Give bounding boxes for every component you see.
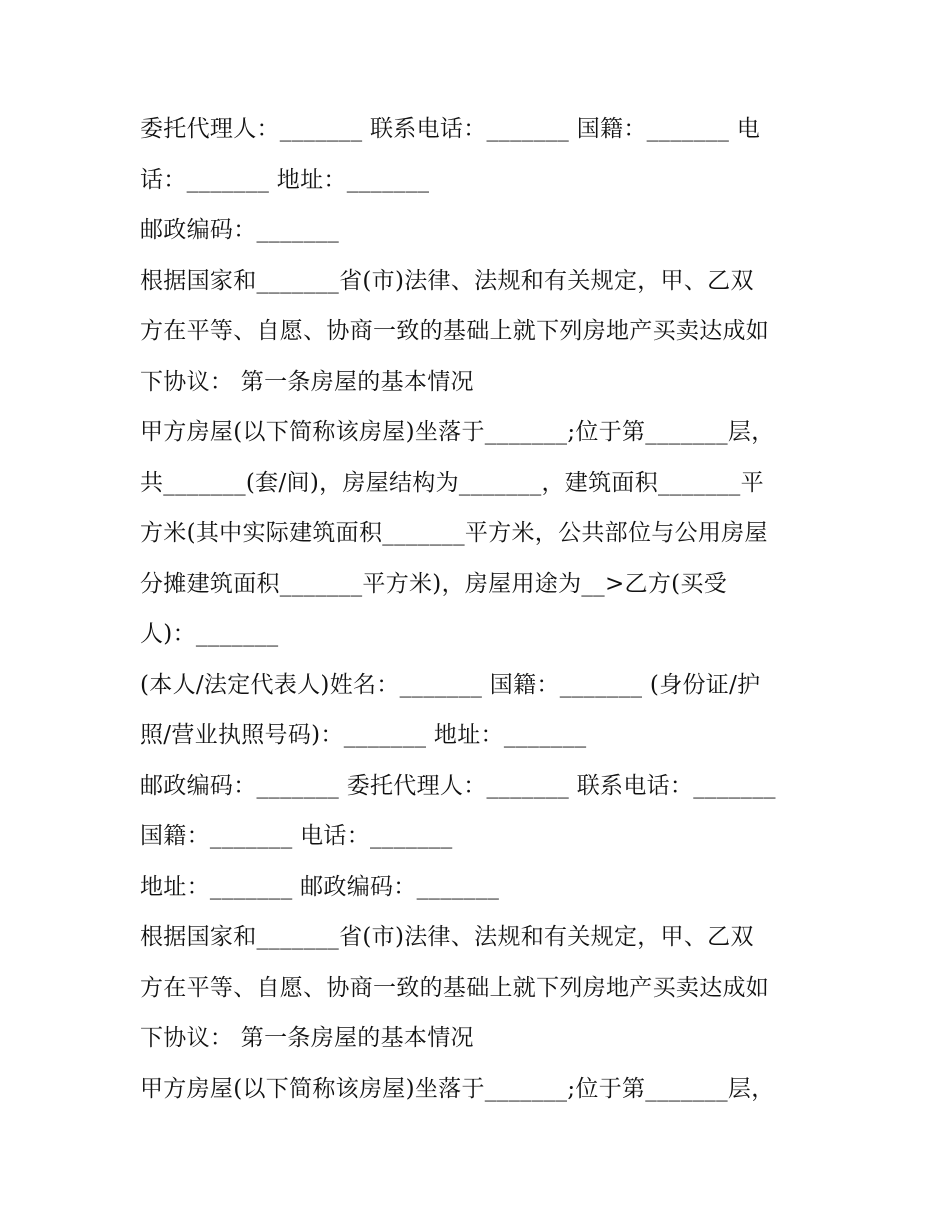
text-line: 委托代理人：_______ 联系电话：_______ 国籍：_______ 电	[140, 116, 761, 142]
text-line: 邮政编码：_______	[140, 217, 340, 243]
text-line: 话：_______ 地址：_______	[140, 166, 430, 193]
text-line: 下协议： 第一条房屋的基本情况	[140, 368, 474, 395]
text-line: 下协议： 第一条房屋的基本情况	[140, 1025, 474, 1051]
text-line: 照/营业执照号码)：_______ 地址：_______	[140, 722, 587, 748]
text-line: 国籍：_______ 电话：_______	[140, 823, 453, 849]
text-line: 邮政编码：_______ 委托代理人：_______ 联系电话：_______	[140, 772, 776, 799]
text-line: (本人/法定代表人)姓名：_______ 国籍：_______ (身份证/护	[140, 671, 761, 698]
text-line: 方在平等、自愿、协商一致的基础上就下列房地产买卖达成如	[140, 318, 770, 344]
text-line: 分摊建筑面积_______平方米)，房屋用途为__>乙方(买受	[140, 570, 728, 597]
text-line: 甲方房屋(以下简称该房屋)坐落于_______;位于第_______层，	[140, 419, 775, 445]
text-line: 共_______(套/间)，房屋结构为_______，建筑面积_______平	[140, 469, 764, 496]
text-line: 方米(其中实际建筑面积_______平方米，公共部位与公用房屋	[140, 520, 768, 546]
text-line: 根据国家和_______省(市)法律、法规和有关规定，甲、乙双	[140, 267, 754, 294]
text-line: 人)：_______	[140, 621, 279, 647]
contract-text	[140, 104, 820, 1114]
text-line: 甲方房屋(以下简称该房屋)坐落于_______;位于第_______层，	[140, 1075, 775, 1102]
text-line: 根据国家和_______省(市)法律、法规和有关规定，甲、乙双	[140, 924, 754, 950]
text-line: 方在平等、自愿、协商一致的基础上就下列房地产买卖达成如	[140, 974, 770, 1001]
text-line: 地址：_______ 邮政编码：_______	[140, 873, 500, 900]
